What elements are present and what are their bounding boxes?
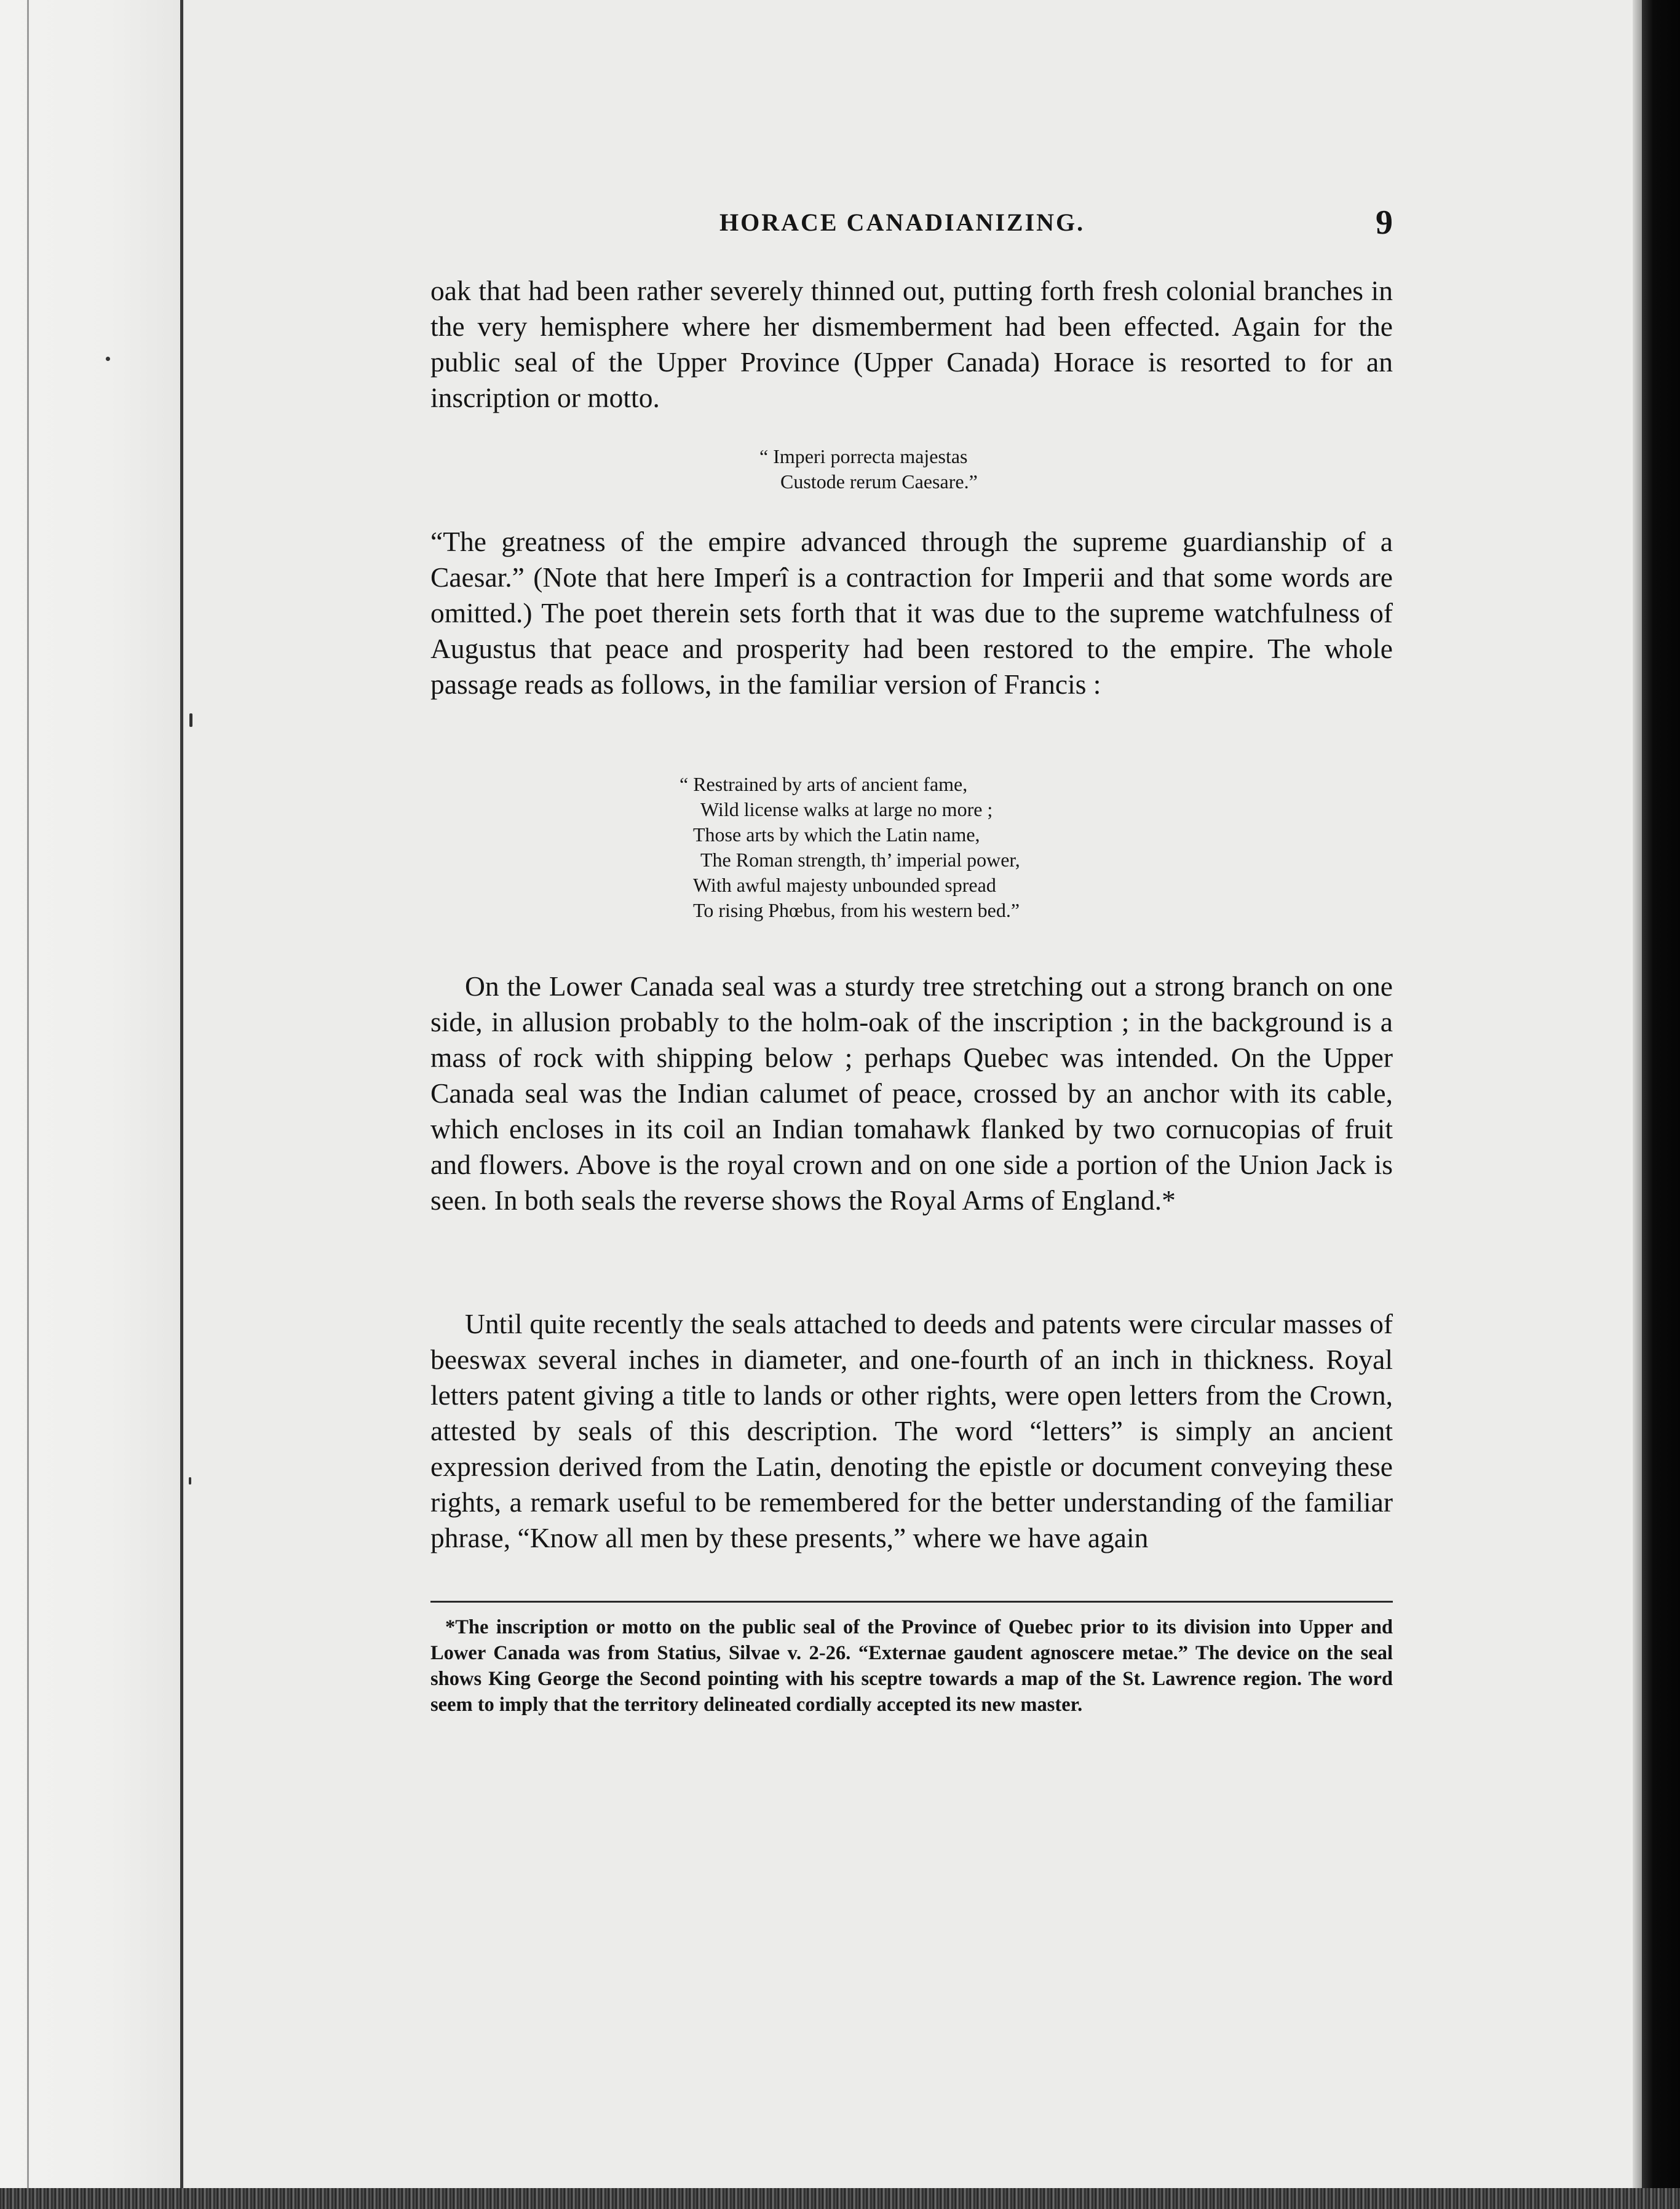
running-title: HORACE CANADIANIZING. [719, 208, 1085, 236]
page-edge-shadow [1633, 0, 1642, 2209]
verse-line: Those arts by which the Latin name, [693, 823, 980, 846]
verse-line: The Roman strength, th’ imperial power, [700, 849, 1020, 871]
motto-line: Custode rerum Caesare.” [780, 470, 978, 493]
page-number: 9 [1376, 204, 1393, 242]
verse-line: Wild license walks at large no more ; [700, 798, 993, 820]
margin-mark [189, 1477, 191, 1485]
paragraph-4: Until quite recently the seals attached to deeds and patents were circular masses of beeswax several inches in diameter, and one-fourth of an inch in thickness. Royal letters patent giving a title to lands or other rights, were open letters from the Crown, attested by seals of this description. The word “letters” is simply an ancient expression derived from the Latin, denoting the epistle or document conveying these rights, a remark useful to be remembered for the better understanding of the familiar phrase, “Know all men by these presents,” where we have again [430, 1308, 1393, 1553]
footnote-rule [430, 1601, 1393, 1603]
margin-speck [106, 357, 110, 361]
running-head [430, 204, 1393, 245]
verse-line: With awful majesty unbounded spread [693, 874, 996, 896]
paragraph-3: On the Lower Canada seal was a sturdy tree stretching out a strong branch on one side, in allusion probably to the holm-oak of the inscription ; in the background is a mass of rock with shipping below ; perhaps Quebec was intended. On the Upper Canada seal was the Indian calumet of peace, crossed by an anchor with its cable, which encloses in its coil an Indian tomahawk flanked by two cornucopias of fruit and flowers. Above is the royal crown and on one side a portion of the Union Jack is seen. In both seals the reverse shows the Royal Arms of England.* [430, 970, 1393, 1216]
paragraph-1: oak that had been rather severely thinned out, putting forth fresh colonial branches in the very hemisphere where her dismemberment had been effected. Again for the public seal of the Upper Province (Upper Canada) Horace is resorted to for an inscription or motto. [430, 275, 1393, 413]
page-edge-line [27, 0, 29, 2209]
motto-line: “ Imperi porrecta majestas [759, 445, 968, 467]
verse-line: “ Restrained by arts of ancient fame, [680, 773, 968, 795]
paragraph-2: “The greatness of the empire advanced through the supreme guardianship of a Caesar.” (Note that here Imperî is a contraction for Imperii and that some words are omitted.) The poet therein sets forth that it was due to the supreme watchfulness of Augustus that peace and prosperity had been restored to the empire. The whole passage reads as follows, in the familiar version of Francis : [430, 526, 1393, 700]
verse-line: To rising Phœbus, from his western bed.” [693, 899, 1020, 921]
right-scan-border [1642, 0, 1680, 2209]
verse-quote [680, 772, 1020, 923]
footnote: *The inscription or motto on the public seal of the Province of Quebec prior to its division into Upper and Lower Canada was from Statius, Silvae v. 2-26. “Externae gaudent agnoscere metae.” The device on the seal shows King George the Second pointing with his sceptre towards a map of the St. Lawrence region. The word seem to imply that the territory delineated cordially accepted its new master. [430, 1616, 1393, 1716]
gutter-rule [180, 0, 183, 2209]
motto-quote [759, 444, 978, 494]
margin-mark [189, 713, 192, 727]
bottom-scan-border [0, 2188, 1680, 2209]
